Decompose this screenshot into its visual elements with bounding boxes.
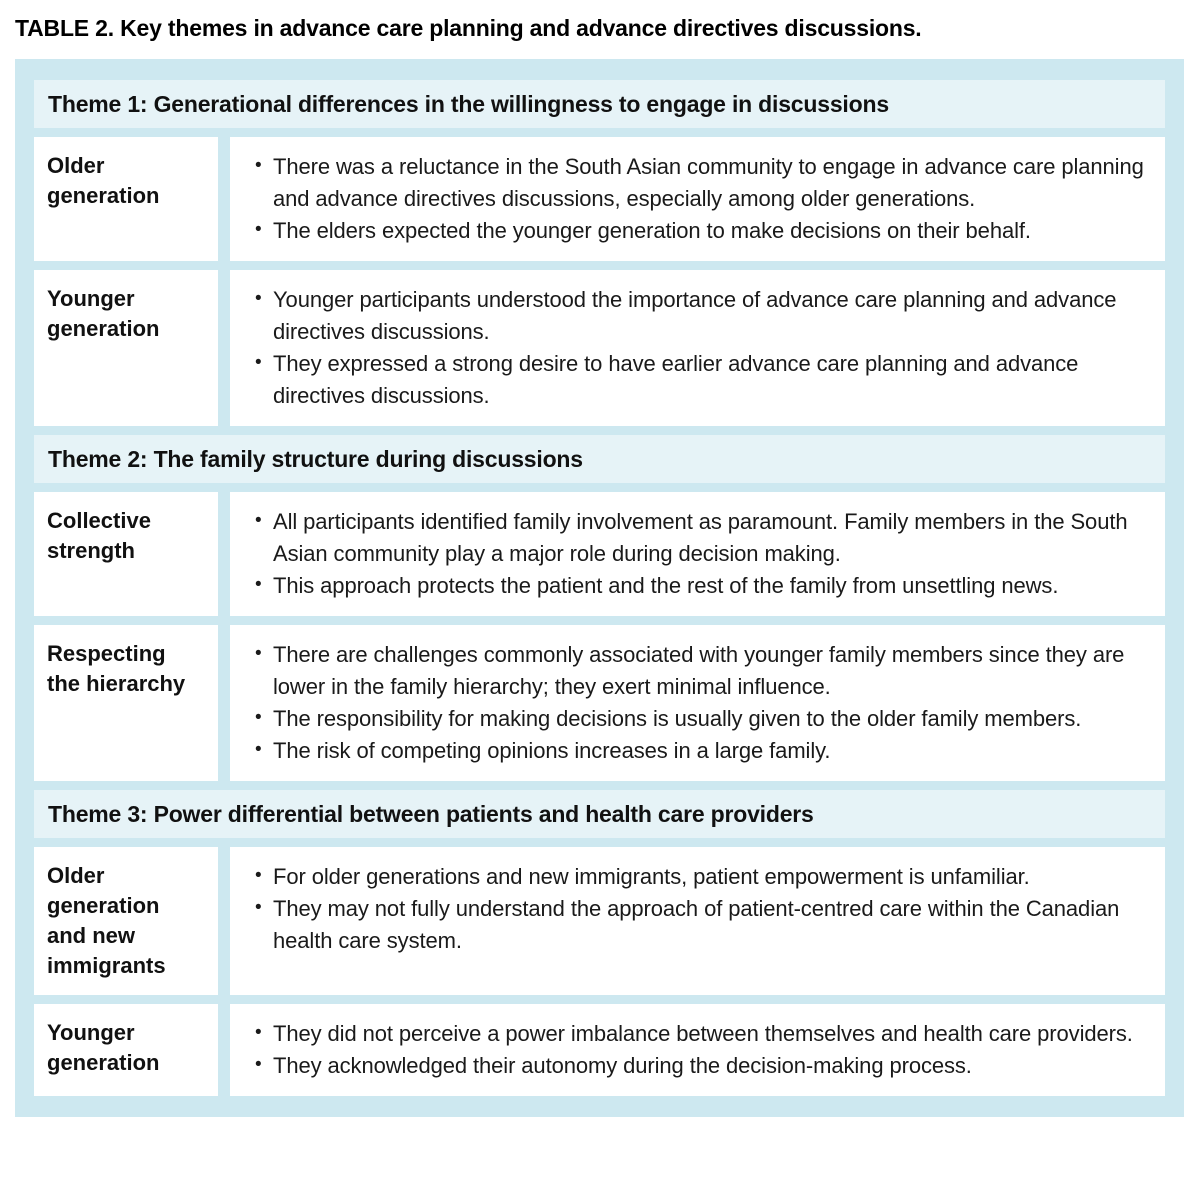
table-row bbox=[34, 137, 1165, 261]
bullet-item: • The responsibility for making decisions is usually given to the older family members. bbox=[250, 703, 1145, 735]
bullet-item: • There was a reluctance in the South Asian community to engage in advance care planning and advance directives discussions, especially among older generations. bbox=[250, 151, 1145, 215]
bullet-item: • The elders expected the younger generation to make decisions on their behalf. bbox=[250, 215, 1145, 247]
bullet-item: • Younger participants understood the importance of advance care planning and advance directives discussions. bbox=[250, 284, 1145, 348]
table-row bbox=[34, 847, 1165, 995]
table-row bbox=[34, 270, 1165, 426]
row-content-cell bbox=[230, 492, 1165, 616]
bullet-item: • This approach protects the patient and the rest of the family from unsettling news. bbox=[250, 570, 1145, 602]
row-label: Older generation bbox=[34, 137, 218, 261]
row-content-cell bbox=[230, 847, 1165, 995]
row-content-cell bbox=[230, 1004, 1165, 1096]
theme-header: Theme 2: The family structure during discussions bbox=[34, 435, 1165, 483]
bullet-list bbox=[250, 861, 1145, 957]
row-label: Respecting the hierarchy bbox=[34, 625, 218, 781]
theme-section bbox=[34, 790, 1165, 1096]
table-caption bbox=[15, 14, 1185, 42]
bullet-list bbox=[250, 151, 1145, 247]
bullet-list bbox=[250, 1018, 1145, 1082]
bullet-item: • They expressed a strong desire to have earlier advance care planning and advance directives discussions. bbox=[250, 348, 1145, 412]
bullet-item: • The risk of competing opinions increases in a large family. bbox=[250, 735, 1145, 767]
row-label: Older generation and new immigrants bbox=[34, 847, 218, 995]
bullet-item: • For older generations and new immigrants, patient empowerment is unfamiliar. bbox=[250, 861, 1145, 893]
row-label: Younger generation bbox=[34, 1004, 218, 1096]
bullet-list bbox=[250, 506, 1145, 602]
row-content-cell bbox=[230, 137, 1165, 261]
table-row bbox=[34, 1004, 1165, 1096]
row-content-cell bbox=[230, 625, 1165, 781]
theme-section bbox=[34, 80, 1165, 426]
theme-section bbox=[34, 435, 1165, 781]
themes-panel bbox=[15, 59, 1184, 1117]
bullet-item: • All participants identified family involvement as paramount. Family members in the South Asian community play a major role during decision making. bbox=[250, 506, 1145, 570]
row-content-cell bbox=[230, 270, 1165, 426]
table-row bbox=[34, 492, 1165, 616]
bullet-item: • There are challenges commonly associated with younger family members since they are lower in the family hierarchy; they exert minimal influence. bbox=[250, 639, 1145, 703]
table-row bbox=[34, 625, 1165, 781]
bullet-list bbox=[250, 284, 1145, 412]
bullet-item: • They acknowledged their autonomy during the decision-making process. bbox=[250, 1050, 1145, 1082]
row-label: Younger generation bbox=[34, 270, 218, 426]
caption-label: TABLE 2. bbox=[15, 15, 114, 41]
theme-header: Theme 3: Power differential between patients and health care providers bbox=[34, 790, 1165, 838]
bullet-item: • They may not fully understand the approach of patient-centred care within the Canadian health care system. bbox=[250, 893, 1145, 957]
bullet-item: • They did not perceive a power imbalance between themselves and health care providers. bbox=[250, 1018, 1145, 1050]
caption-text: Key themes in advance care planning and advance directives discussions. bbox=[120, 15, 922, 41]
theme-header: Theme 1: Generational differences in the willingness to engage in discussions bbox=[34, 80, 1165, 128]
row-label: Collective strength bbox=[34, 492, 218, 616]
bullet-list bbox=[250, 639, 1145, 767]
